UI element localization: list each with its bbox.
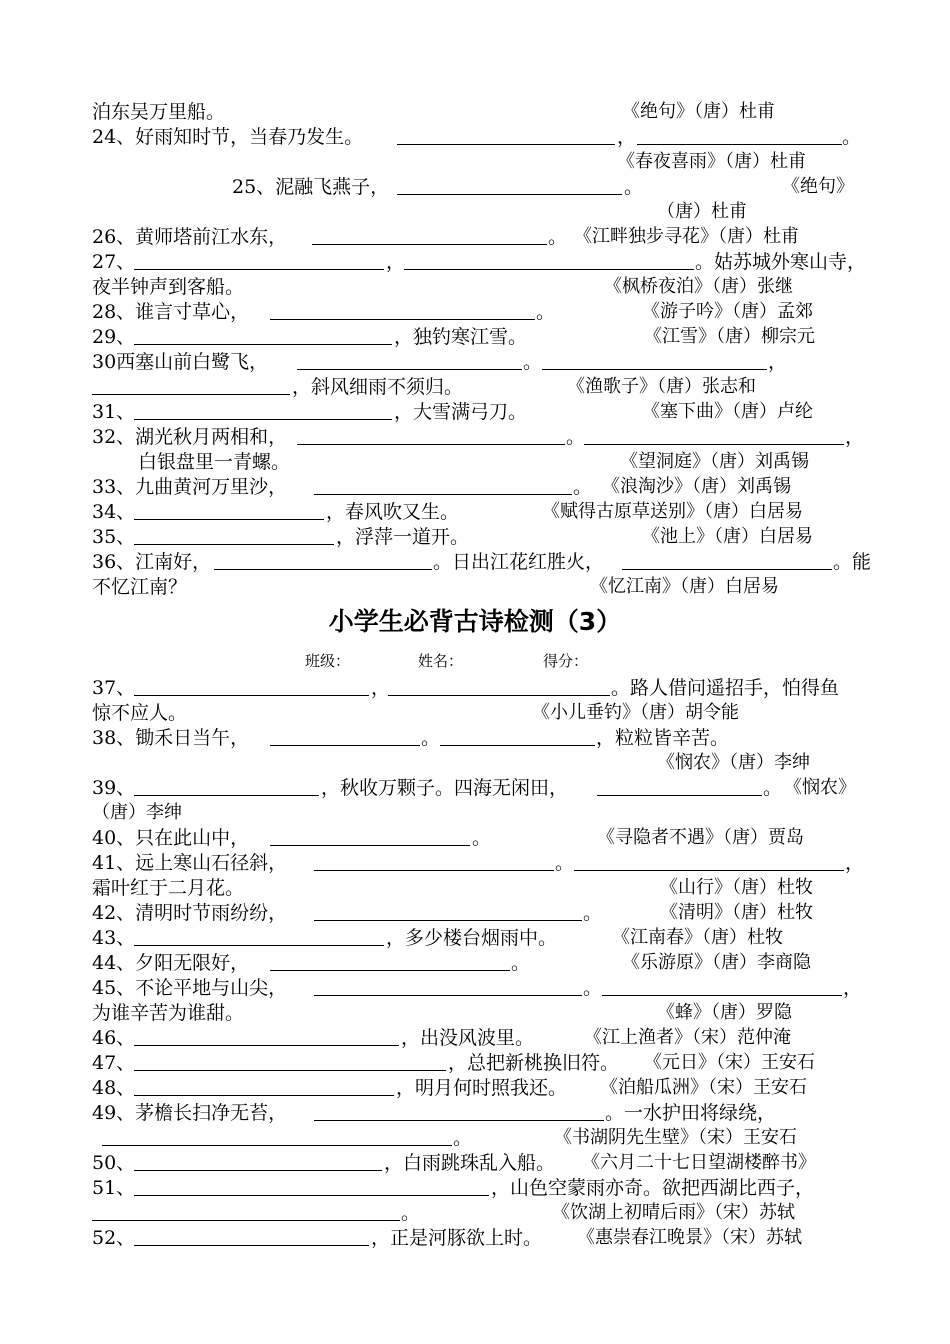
poem-text: ，秋收万颗子。四海无闲田， — [321, 777, 569, 799]
question-line — [92, 275, 862, 299]
question-line — [92, 350, 862, 374]
question-line — [92, 300, 862, 324]
answer-blank[interactable] — [314, 977, 582, 996]
question-line — [92, 400, 862, 424]
question-line — [92, 475, 862, 499]
poem-text: 50、 — [92, 1152, 136, 1174]
poem-text: ，多少楼台烟雨中。 — [386, 927, 558, 949]
poem-text: ， — [845, 426, 865, 448]
poem-source: 《游子吟》（唐）孟郊 — [642, 301, 813, 322]
poem-text: 。 — [472, 827, 492, 849]
poem-source: 《江南春》（唐）杜牧 — [612, 927, 783, 948]
poem-text: 31、 — [92, 401, 136, 423]
answer-blank[interactable] — [312, 226, 547, 245]
poem-text: 。 — [548, 226, 568, 248]
poem-text: ， — [843, 977, 863, 999]
poem-source: 《枫桥夜泊》（唐）张继 — [604, 276, 793, 297]
poem-source: 《江畔独步寻花》（唐）杜甫 — [574, 226, 799, 247]
answer-blank[interactable] — [134, 401, 392, 420]
answer-blank[interactable] — [542, 351, 767, 370]
answer-blank[interactable] — [574, 852, 844, 871]
answer-blank[interactable] — [597, 777, 762, 796]
answer-blank[interactable] — [134, 927, 384, 946]
poem-text: 29、 — [92, 326, 136, 348]
poem-source: 《饮湖上初晴后雨》（宋）苏轼 — [552, 1202, 795, 1223]
poem-text: 。 — [624, 176, 644, 198]
answer-blank[interactable] — [102, 1127, 452, 1146]
answer-blank[interactable] — [214, 551, 432, 570]
poem-source: 《蜂》（唐）罗隐 — [657, 1002, 792, 1023]
answer-blank[interactable] — [134, 326, 392, 345]
poem-text: 。 — [511, 952, 531, 974]
answer-blank[interactable] — [602, 977, 842, 996]
name-label: 姓名： — [418, 652, 464, 670]
poem-source: 《泊船瓜洲》（宋）王安石 — [600, 1077, 807, 1098]
poem-text: 42、清明时节雨纷纷， — [92, 902, 288, 924]
answer-blank[interactable] — [388, 677, 610, 696]
poem-text: 48、 — [92, 1077, 136, 1099]
poem-source: 《六月二十七日望湖楼醉书》 — [582, 1152, 816, 1173]
poem-text: 37、 — [92, 677, 136, 699]
poem-source: 《乐游原》（唐）李商隐 — [622, 952, 811, 973]
poem-source: 《江上渔者》（宋）范仲淹 — [584, 1027, 791, 1048]
poem-text: ，出没风波里。 — [401, 1027, 535, 1049]
poem-text: ，山色空蒙雨亦奇。欲把西湖比西子， — [491, 1177, 815, 1199]
poem-source: 《春夜喜雨》（唐）杜甫 — [617, 151, 806, 172]
question-line — [92, 100, 862, 124]
poem-source: 《寻隐者不遇》（唐）贾岛 — [597, 827, 804, 848]
question-line — [92, 375, 862, 399]
answer-blank[interactable] — [134, 677, 369, 696]
poem-text: ，春风吹又生。 — [326, 501, 460, 523]
question-line — [92, 726, 862, 750]
answer-blank[interactable] — [404, 251, 694, 270]
question-line — [92, 1176, 862, 1200]
answer-blank[interactable] — [270, 827, 470, 846]
answer-blank[interactable] — [297, 351, 522, 370]
poem-source: 《书湖阴先生壁》（宋）王安石 — [554, 1127, 797, 1148]
question-line — [92, 951, 862, 975]
poem-text: 33、九曲黄河万里沙， — [92, 476, 288, 498]
question-line — [92, 976, 862, 1000]
poem-text: 。日出江花红胜火， — [433, 551, 605, 573]
question-line — [92, 676, 862, 700]
poem-source: （唐）李绅 — [92, 802, 182, 823]
poem-source: 《望洞庭》（唐）刘禹锡 — [620, 451, 809, 472]
poem-text: ， — [845, 852, 865, 874]
question-line — [92, 1126, 862, 1150]
answer-blank[interactable] — [637, 126, 842, 145]
answer-blank[interactable] — [134, 251, 384, 270]
poem-source: 《江雪》（唐）柳宗元 — [644, 326, 815, 347]
poem-text: 。 — [763, 777, 783, 799]
poem-text: 46、 — [92, 1027, 136, 1049]
question-line — [92, 926, 862, 950]
poem-text: 。 — [523, 351, 543, 373]
poem-text: 夜半钟声到客船。 — [92, 276, 245, 298]
poem-text: 。 — [842, 126, 862, 148]
question-line — [92, 575, 862, 599]
poem-text: 。 — [536, 301, 556, 323]
poem-text: ，独钓寒江雪。 — [394, 326, 528, 348]
question-line — [92, 525, 862, 549]
poem-text: 32、湖光秋月两相和， — [92, 426, 288, 448]
poem-text: 49、茅檐长扫净无苔， — [92, 1102, 288, 1124]
poem-source: （唐）杜甫 — [657, 201, 747, 222]
answer-blank[interactable] — [134, 1177, 489, 1196]
poem-text: 40、只在此山中， — [92, 827, 250, 849]
poem-text: ，斜风细雨不须归。 — [292, 376, 464, 398]
answer-blank[interactable] — [270, 952, 510, 971]
answer-blank[interactable] — [397, 176, 622, 195]
poem-source: 《绝句》 — [782, 176, 854, 197]
answer-blank[interactable] — [297, 426, 565, 445]
poem-text: ，浮萍一道开。 — [336, 526, 470, 548]
question-line — [92, 876, 862, 900]
answer-blank[interactable] — [314, 1102, 604, 1121]
question-line — [92, 150, 862, 174]
answer-blank[interactable] — [270, 301, 535, 320]
question-line — [92, 701, 862, 725]
poem-text: ， — [371, 677, 391, 699]
poem-text: 35、 — [92, 526, 136, 548]
answer-blank[interactable] — [134, 1077, 394, 1096]
poem-text: 。姑苏城外寒山寺， — [695, 251, 867, 273]
poem-text: 泊东吴万里船。 — [92, 101, 226, 123]
poem-text: 。 — [573, 476, 593, 498]
poem-text: 45、不论平地与山尖， — [92, 977, 288, 999]
question-line — [92, 200, 862, 224]
answer-blank[interactable] — [134, 501, 324, 520]
poem-source: 《清明》（唐）杜牧 — [660, 902, 813, 923]
poem-text: ，正是河豚欲上时。 — [371, 1227, 543, 1249]
score-label: 得分： — [543, 652, 589, 670]
question-line — [92, 1201, 862, 1225]
poem-text: 44、夕阳无限好， — [92, 952, 250, 974]
answer-blank[interactable] — [397, 126, 615, 145]
answer-blank[interactable] — [270, 727, 420, 746]
question-line — [92, 550, 872, 574]
poem-text: 28、谁言寸草心， — [92, 301, 250, 323]
poem-text: 27、 — [92, 251, 136, 273]
poem-source: 《赋得古原草送别》（唐）白居易 — [542, 501, 803, 522]
poem-text: ， — [386, 251, 406, 273]
poem-text: 。 — [421, 727, 441, 749]
poem-text: 41、远上寒山石径斜， — [92, 852, 288, 874]
poem-text: 38、锄禾日当午， — [92, 727, 250, 749]
poem-text: 霜叶红于二月花。 — [92, 877, 245, 899]
answer-blank[interactable] — [134, 1052, 446, 1071]
page-title: 小学生必背古诗检测（3） — [328, 607, 622, 636]
question-line — [92, 851, 865, 875]
poem-text: 。 — [555, 852, 575, 874]
question-line — [92, 901, 862, 925]
answer-blank[interactable] — [584, 426, 844, 445]
question-line — [92, 801, 862, 825]
poem-text: 39、 — [92, 777, 136, 799]
poem-text: 为谁辛苦为谁甜。 — [92, 1002, 245, 1024]
poem-source: 《池上》（唐）白居易 — [642, 526, 813, 547]
poem-source: 《悯农》（唐）李绅 — [657, 752, 810, 773]
poem-text: 。一水护田将绿绕， — [605, 1102, 777, 1124]
question-line — [92, 826, 862, 850]
poem-text: 。能 — [833, 551, 872, 573]
answer-blank[interactable] — [314, 902, 582, 921]
poem-text: ，白雨跳珠乱入船。 — [384, 1152, 556, 1174]
poem-text: ， — [617, 126, 637, 148]
poem-source: 《惠崇春江晚景》（宋）苏轼 — [577, 1227, 802, 1248]
poem-source: 《渔歌子》（唐）张志和 — [567, 376, 756, 397]
poem-source: 《悯农》 — [784, 777, 856, 798]
class-label: 班级： — [305, 652, 351, 670]
poem-text: ，总把新桃换旧符。 — [448, 1052, 620, 1074]
question-line — [92, 1151, 862, 1175]
question-line — [92, 125, 862, 149]
poem-text: 51、 — [92, 1177, 136, 1199]
poem-source: 《忆江南》（唐）白居易 — [590, 576, 779, 597]
poem-text: 惊不应人。 — [92, 702, 188, 724]
poem-text: 30西塞山前白鹭飞， — [92, 351, 269, 373]
question-line — [92, 175, 862, 199]
question-line — [92, 225, 862, 249]
answer-blank[interactable] — [92, 1202, 400, 1221]
poem-text: 43、 — [92, 927, 136, 949]
poem-text: 白银盘里一青螺。 — [138, 451, 291, 473]
answer-blank[interactable] — [314, 476, 572, 495]
poem-text: 。路人借问遥招手，怕得鱼 — [611, 677, 840, 699]
question-line — [92, 1076, 862, 1100]
poem-text: ，明月何时照我还。 — [396, 1077, 568, 1099]
question-line — [92, 1226, 862, 1250]
question-line — [92, 450, 862, 474]
poem-text: 。 — [401, 1202, 421, 1224]
question-line — [92, 325, 862, 349]
poem-text: 。 — [583, 902, 603, 924]
poem-text: 。 — [566, 426, 586, 448]
poem-source: 《元日》（宋）王安石 — [644, 1052, 815, 1073]
question-line — [92, 751, 862, 775]
question-line — [92, 1101, 862, 1125]
question-line — [92, 250, 867, 274]
poem-source: 《浪淘沙》（唐）刘禹锡 — [602, 476, 791, 497]
answer-blank[interactable] — [134, 1227, 369, 1246]
answer-blank[interactable] — [314, 852, 554, 871]
poem-text: 不忆江南？ — [92, 576, 188, 598]
question-line — [92, 500, 862, 524]
answer-blank[interactable] — [134, 526, 334, 545]
poem-text: 34、 — [92, 501, 136, 523]
poem-source: 《小儿垂钓》（唐）胡令能 — [532, 702, 739, 723]
poem-text: ，粒粒皆辛苦。 — [596, 727, 730, 749]
poem-text: ， — [768, 351, 788, 373]
poem-text: 36、江南好， — [92, 551, 212, 573]
poem-text: ，大雪满弓刀。 — [394, 401, 528, 423]
poem-source: 《山行》（唐）杜牧 — [660, 877, 813, 898]
poem-text: 26、黄师塔前江水东， — [92, 226, 288, 248]
poem-text: 47、 — [92, 1052, 136, 1074]
answer-blank[interactable] — [440, 727, 595, 746]
poem-text: 25、泥融飞燕子， — [232, 176, 390, 198]
question-line — [92, 776, 862, 800]
question-line — [92, 425, 865, 449]
poem-source: 《塞下曲》（唐）卢纶 — [642, 401, 813, 422]
question-line — [92, 1051, 862, 1075]
answer-blank[interactable] — [92, 376, 290, 395]
poem-source: 《绝句》（唐）杜甫 — [622, 101, 775, 122]
poem-text: 。 — [453, 1127, 473, 1149]
answer-blank[interactable] — [134, 1027, 399, 1046]
answer-blank[interactable] — [622, 551, 832, 570]
answer-blank[interactable] — [134, 777, 319, 796]
poem-text: 52、 — [92, 1227, 136, 1249]
poem-text: 24、好雨知时节，当春乃发生。 — [92, 126, 364, 148]
poem-text: 。 — [583, 977, 603, 999]
answer-blank[interactable] — [134, 1152, 382, 1171]
question-line — [92, 1001, 862, 1025]
question-line — [92, 1026, 862, 1050]
